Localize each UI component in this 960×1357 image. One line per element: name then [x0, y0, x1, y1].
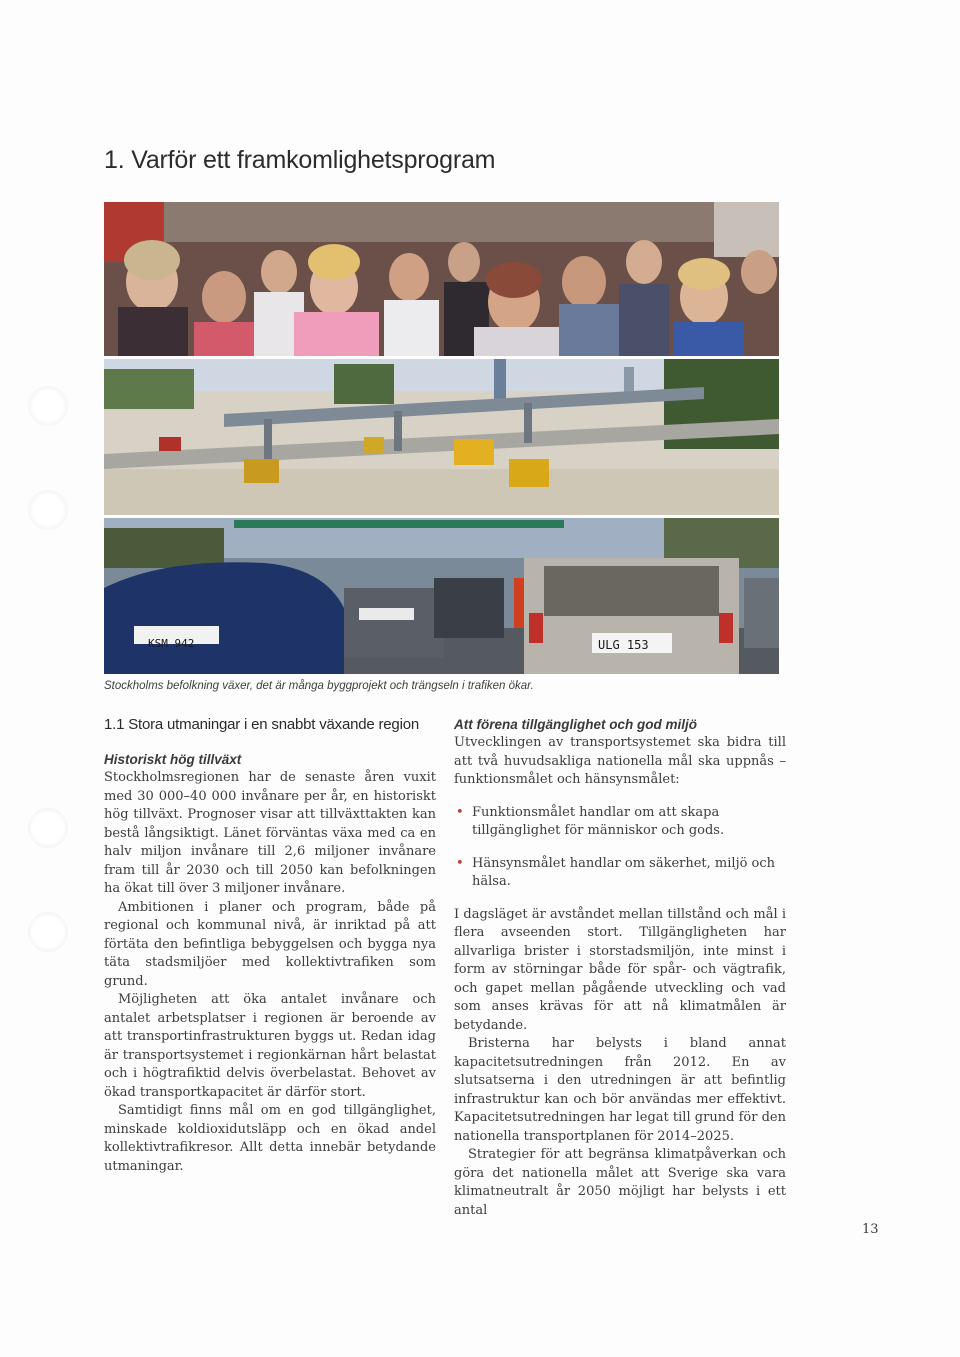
binder-hole — [28, 490, 68, 530]
sub-heading-growth: Historiskt hög tillväxt — [104, 752, 242, 767]
intro-paragraph: Utvecklingen av transportsystemet ska bidra till att två huvudsakliga nationella mål ska uppnås – funktionsmålet och hänsynsmålet: — [454, 735, 786, 787]
bullet-icon: • — [456, 804, 464, 820]
sub-heading-environment: Att förena tillgänglighet och god miljö — [454, 717, 697, 732]
crowd-photo — [104, 202, 779, 356]
binder-hole — [28, 912, 68, 952]
chapter-title: 1. Varför ett framkomlighetsprogram — [104, 146, 496, 174]
bullet-icon: • — [456, 855, 464, 871]
paragraph: Samtidigt finns mål om en god tillgänglighet, minskade koldioxidutsläpp och en ökad andel kollektivtrafikresor. Allt detta innebär betydande utmaningar. — [104, 1103, 436, 1174]
list-item-text: Funktionsmålet handlar om att skapa tillgänglighet för människor och gods. — [472, 804, 725, 838]
paragraph: I dagsläget är avståndet mellan tillstånd och mål i flera avseenden stort. Tillgängligheten har allvarliga brister i storstadsmiljön, inte minst i form av störningar både för spår- och vägtrafik, och gapet mellan pågående utveckling och vad som anses krävas för att nå klimatmålen är betydande. — [454, 906, 786, 1033]
paragraph: Ambitionen i planer och program, både på regional och kommunal nivå, är inriktad på att förtäta den befintliga bebyggelsen och bygga nya täta stadsmiljöer med kollektivtrafiken som grund. — [104, 899, 436, 989]
road-construction-photo — [104, 359, 779, 515]
paragraph: Stockholmsregionen har de senaste åren vuxit med 30 000–40 000 invånare per år, en historiskt hög tillväxt. Prognoser visar att tillväxttakten kan bestå långsiktigt. Länet förväntas växa med ca en halv miljon invånare till 2,6 miljoner invånare fram till år 2030 och till 2050 kan befolkningen ha ökat till över 3 miljoner invånare. — [104, 770, 436, 896]
page-number: 13 — [862, 1222, 879, 1237]
list-item-text: Hänsynsmålet handlar om säkerhet, miljö och hälsa. — [472, 855, 776, 889]
binder-hole — [28, 386, 68, 426]
license-plate-left: KSM 942 — [148, 637, 195, 650]
section-heading: 1.1 Stora utmaningar i en snabbt växande region — [104, 716, 419, 733]
traffic-queue-photo — [104, 518, 779, 674]
binder-hole — [28, 808, 68, 848]
goal-list — [454, 804, 786, 892]
paragraph: Strategier för att begränsa klimatpåverkan och göra det nationella målet att Sverige ska vara klimatneutralt år 2050 möjligt har belysts i ett antal — [454, 1147, 786, 1218]
list-item — [454, 804, 786, 841]
left-column — [104, 716, 436, 1176]
photo-caption: Stockholms befolkning växer, det är många byggprojekt och trängseln i trafiken ökar. — [104, 680, 534, 692]
right-column — [454, 716, 786, 1220]
paragraph: Bristerna har belysts i bland annat kapacitetsutredningen från 2012. En av slutsatserna i den utredningen är att befintlig infrastruktur kan och bör användas mer effektivt. Kapacitetsutredningen har legat till grund för den nationella transportplanen för 2014–2025. — [454, 1036, 786, 1144]
list-item — [454, 855, 786, 892]
license-plate-right: ULG 153 — [598, 638, 649, 652]
paragraph: Möjligheten att öka antalet invånare och antalet arbetsplatser i regionen är beroende av att transportinfrastrukturen byggs ut. Redan idag är transportsystemet i regionkärnan hårt belastat och i högtrafiktid delvis överbelastat. Behovet av ökad transportkapacitet är därför stort. — [104, 992, 436, 1100]
